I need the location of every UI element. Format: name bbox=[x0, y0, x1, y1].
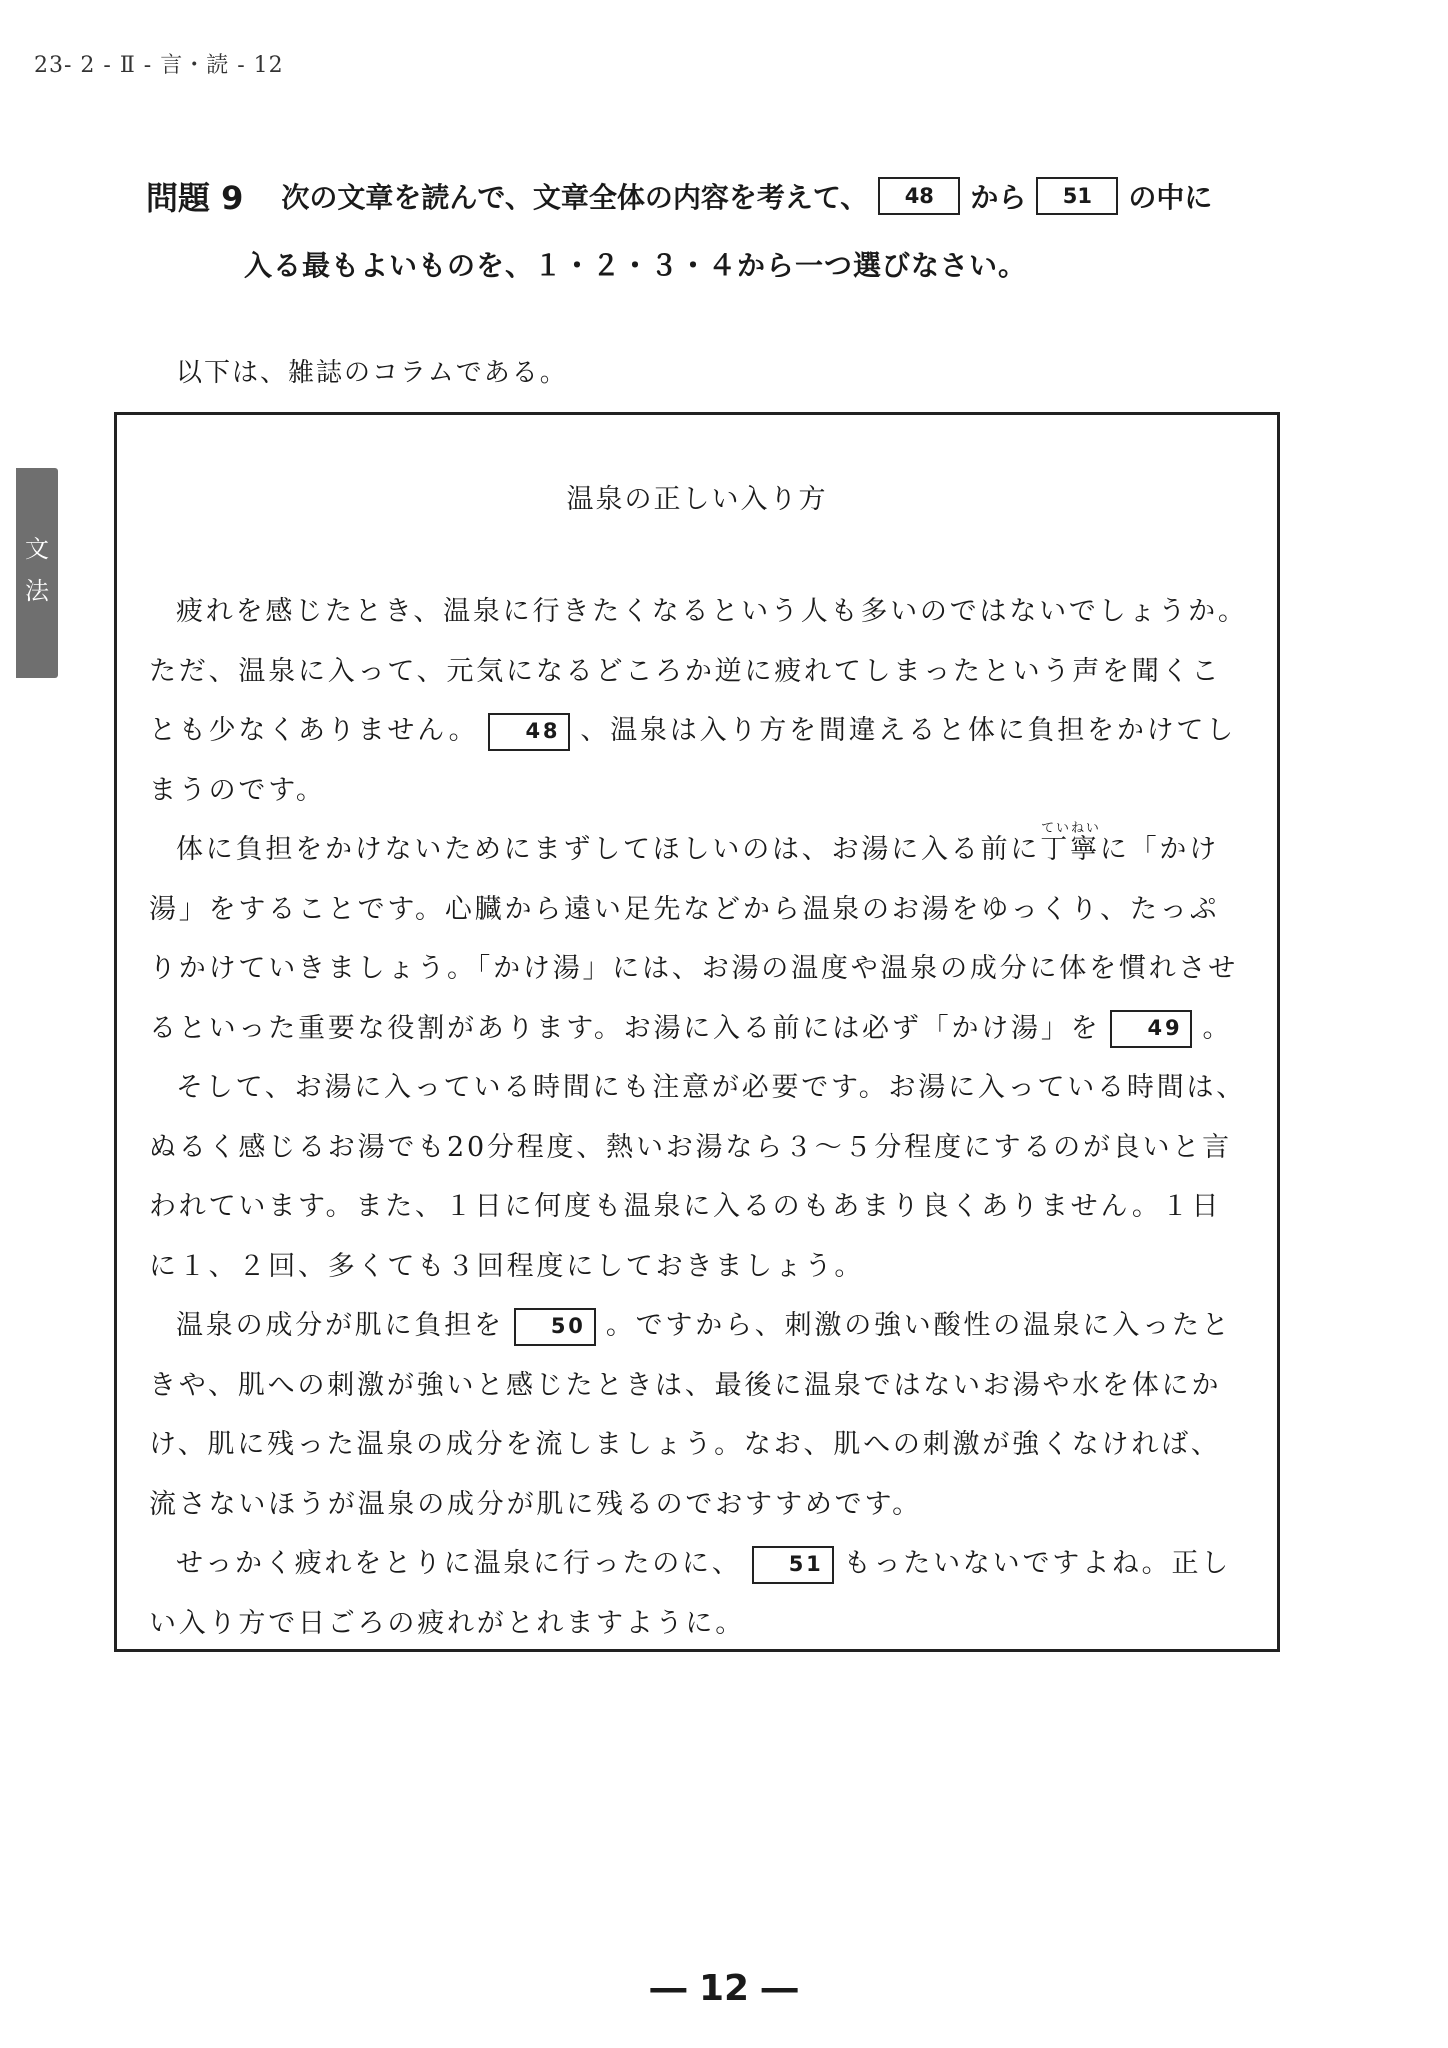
section-tab-char: 文 bbox=[25, 535, 49, 563]
paragraph-text: に「かけ湯」をすることです。心臓から遠い足先などから温泉のお湯をゆっくり、たっぷりかけていきましょう。「かけ湯」には、お湯の温度や温泉の成分に体を慣れさせるといった重要な役割があります。お湯に入る前には必ず「かけ湯」を bbox=[149, 834, 1239, 1044]
paragraph-text: 温泉の成分が肌に負担を bbox=[176, 1310, 504, 1341]
section-tab-char: 法 bbox=[25, 577, 49, 605]
article-title: 温泉の正しい入り方 bbox=[566, 484, 828, 515]
paragraph bbox=[149, 1534, 1249, 1653]
question-number: 問題 9 bbox=[146, 179, 244, 217]
ruby-word bbox=[1040, 821, 1100, 865]
intro-text: 以下は、雑誌のコラムである。 bbox=[176, 358, 568, 388]
paragraph-text: 、温泉は入り方を間違えると体に負担をかけてしまうのです。 bbox=[149, 715, 1237, 806]
question-line-2: 入る最もよいものを、１・２・３・４から一つ選びなさい。 bbox=[244, 249, 1028, 282]
question-instructions bbox=[146, 172, 1276, 290]
ruby-reading: ていねい bbox=[1040, 821, 1100, 836]
exam-code: 23- 2 - Ⅱ - 言・読 - 12 bbox=[34, 53, 284, 78]
instruction-text: 次の文章を読んで、文章全体の内容を考えて、 bbox=[281, 181, 869, 214]
paragraph-text: 。ですから、刺激の強い酸性の温泉に入ったときや、肌への刺激が強いと感じたときは、最後に温泉ではないお湯や水を体にかけ、肌に残った温泉の成分を流しましょう。なお、肌への刺激が強くなければ、流さないほうが温泉の成分が肌に残るのでおすすめです。 bbox=[149, 1310, 1232, 1520]
paragraph-text: 疲れを感じたとき、温泉に行きたくなるという人も多いのではないでしょうか。ただ、温泉に入って、元気になるどころか逆に疲れてしまったという声を聞くことも少なくありません。 bbox=[149, 596, 1248, 746]
blank-box-49: 49 bbox=[1110, 1010, 1192, 1048]
paragraph-text: せっかく疲れをとりに温泉に行ったのに、 bbox=[176, 1548, 742, 1579]
blank-box-50: 50 bbox=[514, 1308, 596, 1346]
paragraph-text: 。 bbox=[1202, 1012, 1233, 1044]
section-tab-grammar bbox=[16, 468, 58, 678]
paragraph bbox=[149, 820, 1249, 1058]
paragraph: そして、お湯に入っている時間にも注意が必要です。お湯に入っている時間は、ぬるく感じるお湯でも20分程度、熱いお湯なら３～５分程度にするのが良いと言われています。また、１日に何度も温泉に入るのもあまり良くありません。１日に１、２回、多くても３回程度にしておきましょう。 bbox=[149, 1072, 1247, 1282]
paragraph bbox=[149, 1296, 1249, 1534]
instruction-text: の中に bbox=[1128, 181, 1213, 214]
paragraph-text: 体に負担をかけないためにまずしてほしいのは、お湯に入る前に bbox=[176, 834, 1041, 865]
article-box bbox=[114, 412, 1280, 1652]
page-number: ― 12 ― bbox=[650, 1968, 798, 2009]
question-line-1 bbox=[146, 172, 1276, 220]
article-body bbox=[149, 582, 1249, 1653]
instruction-text: から bbox=[970, 181, 1027, 214]
paragraph-text: もったいないですよね。正しい入り方で日ごろの疲れがとれますように。 bbox=[149, 1548, 1232, 1639]
blank-box: 48 bbox=[878, 177, 960, 215]
blank-box-48: 48 bbox=[488, 713, 570, 751]
paragraph bbox=[149, 582, 1249, 820]
blank-box: 51 bbox=[1036, 177, 1118, 215]
blank-box-51: 51 bbox=[752, 1546, 834, 1584]
ruby-base: 丁寧 bbox=[1040, 834, 1100, 865]
